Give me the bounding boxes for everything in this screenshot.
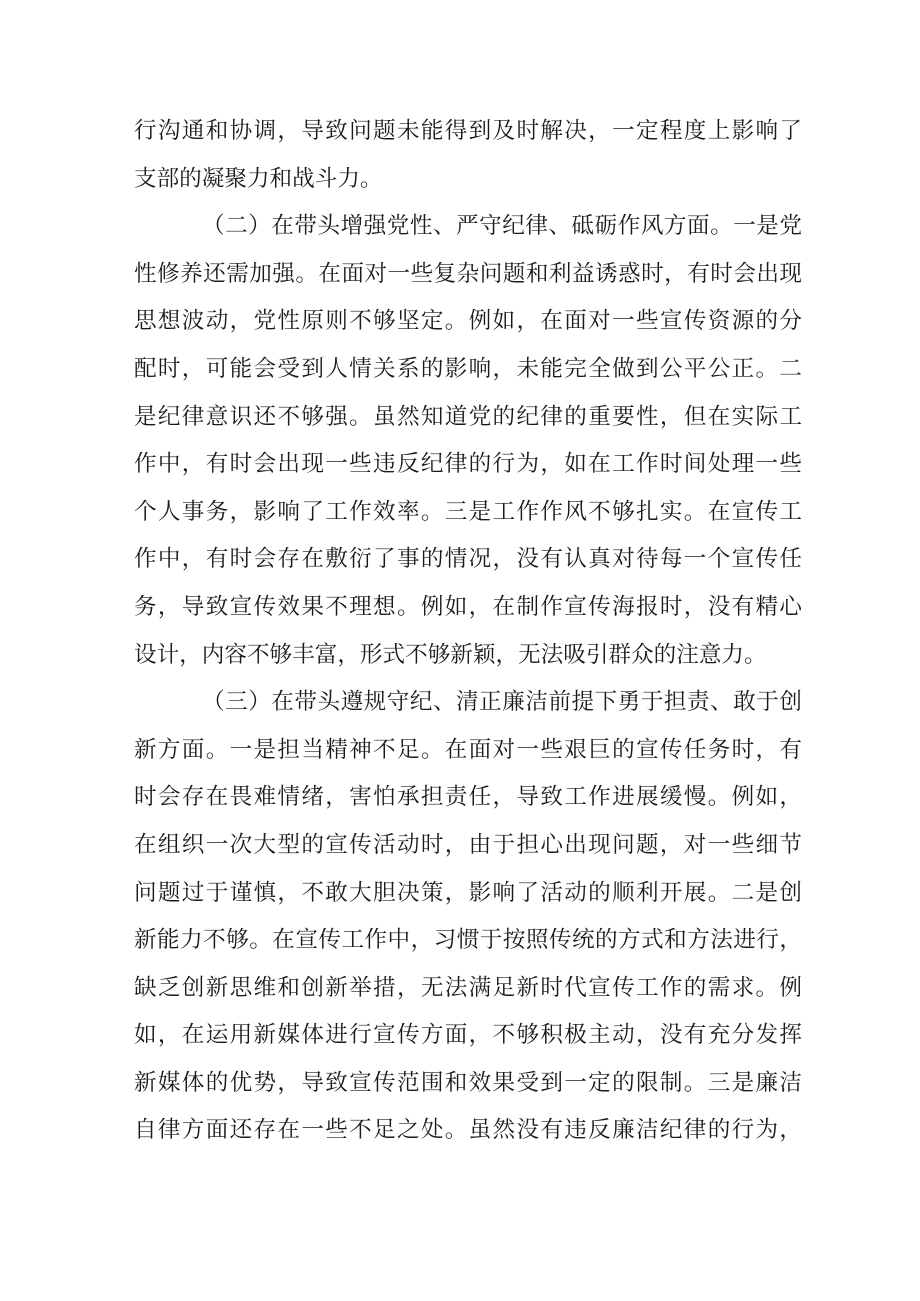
- text-line: 性修养还需加强。在面对一些复杂问题和利益诱惑时，有时会出现: [134, 260, 802, 287]
- text-line: 行沟通和协调，导致问题未能得到及时解决，一定程度上影响了: [134, 118, 802, 144]
- document-body: [134, 108, 802, 1155]
- text-line: 问题过于谨慎，不敢大胆决策，影响了活动的顺利开展。二是创: [134, 879, 802, 906]
- paragraph-3: [134, 679, 802, 1155]
- text-line: 是纪律意识还不够强。虽然知道党的纪律的重要性，但在实际工: [134, 403, 802, 430]
- text-line: 新能力不够。在宣传工作中，习惯于按照传统的方式和方法进行，: [134, 927, 802, 954]
- text-line: 设计，内容不够丰富，形式不够新颖，无法吸引群众的注意力。: [134, 641, 767, 668]
- text-line: 个人事务，影响了工作效率。三是工作作风不够扎实。在宣传工: [134, 498, 802, 525]
- text-line: 新媒体的优势，导致宣传范围和效果受到一定的限制。三是廉洁: [134, 1069, 802, 1096]
- text-line: 如，在运用新媒体进行宣传方面，不够积极主动，没有充分发挥: [134, 1022, 802, 1049]
- text-line: 缺乏创新思维和创新举措，无法满足新时代宣传工作的需求。例: [134, 974, 802, 1001]
- text-line: 配时，可能会受到人情关系的影响，未能完全做到公平公正。二: [134, 355, 802, 382]
- paragraph-1: [134, 108, 802, 203]
- text-line: 务，导致宣传效果不理想。例如，在制作宣传海报时，没有精心: [134, 593, 802, 620]
- text-line: （二）在带头增强党性、严守纪律、砥砺作风方面。一是党: [202, 213, 802, 240]
- text-line: 自律方面还存在一些不足之处。虽然没有违反廉洁纪律的行为，: [134, 1117, 802, 1144]
- text-line: 在组织一次大型的宣传活动时，由于担心出现问题，对一些细节: [134, 831, 802, 858]
- text-line: 思想波动，党性原则不够坚定。例如，在面对一些宣传资源的分: [134, 308, 802, 335]
- text-line: 支部的凝聚力和战斗力。: [134, 165, 383, 192]
- text-line: （三）在带头遵规守纪、清正廉洁前提下勇于担责、敢于创: [202, 689, 802, 716]
- text-line: 新方面。一是担当精神不足。在面对一些艰巨的宣传任务时，有: [134, 736, 802, 763]
- text-line: 时会存在畏难情绪，害怕承担责任，导致工作进展缓慢。例如，: [134, 784, 802, 811]
- text-line: 作中，有时会存在敷衍了事的情况，没有认真对待每一个宣传任: [134, 546, 802, 573]
- text-line: 作中，有时会出现一些违反纪律的行为，如在工作时间处理一些: [134, 451, 802, 478]
- paragraph-2: [134, 203, 802, 679]
